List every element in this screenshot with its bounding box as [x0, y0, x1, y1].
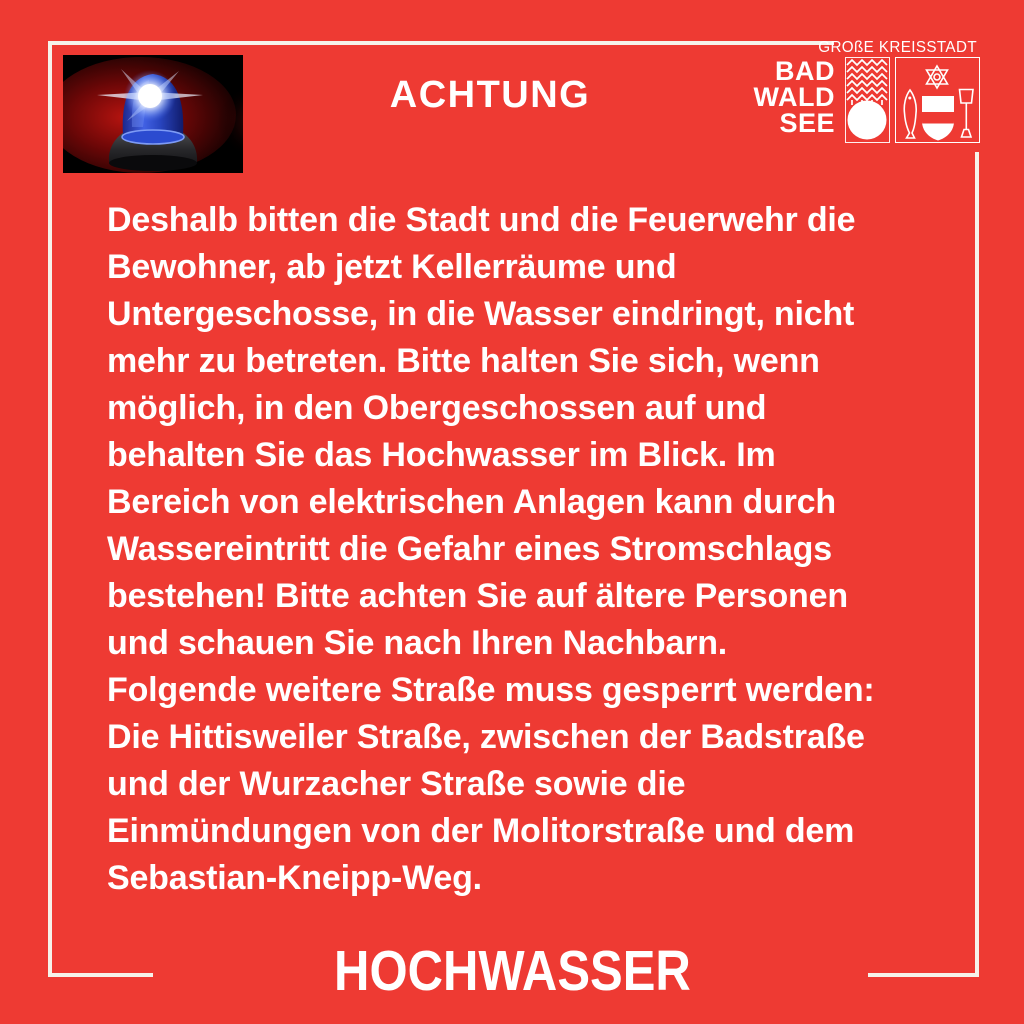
frame-right-line	[975, 152, 979, 977]
body-line: und schauen Sie nach Ihren Nachbarn.	[107, 624, 728, 662]
body-line: Einmündungen von der Molitorstraße und dem	[107, 812, 855, 850]
footer-title-text: HOCHWASSER	[333, 939, 691, 1003]
logo-tagline: GROßE KREISSTADT	[818, 39, 977, 56]
body-line: Deshalb bitten die Stadt und die Feuerwehr die	[107, 201, 856, 239]
body-line: Untergeschosse, in die Wasser eindringt, nicht	[107, 295, 855, 333]
logo-name-line: BAD	[775, 56, 835, 86]
body-line: Folgende weitere Straße muss gesperrt werden:	[107, 671, 875, 709]
body-line: Sebastian-Kneipp-Weg.	[107, 859, 482, 897]
logo-name-line: WALD	[753, 82, 835, 112]
logo-name-line: SEE	[779, 108, 835, 138]
frame-top-line	[48, 41, 834, 45]
body-line: bestehen! Bitte achten Sie auf ältere Personen	[107, 577, 848, 615]
body-line: möglich, in den Obergeschossen auf und	[107, 389, 767, 427]
body-line: und der Wurzacher Straße sowie die	[107, 765, 686, 803]
body-line: mehr zu betreten. Bitte halten Sie sich, wenn	[107, 342, 820, 380]
frame-left-line	[48, 41, 52, 977]
body-line: Die Hittisweiler Straße, zwischen der Badstraße	[107, 718, 865, 756]
body-line: Bewohner, ab jetzt Kellerräume und	[107, 248, 677, 286]
body-text	[107, 197, 947, 902]
beacon-icon	[63, 55, 243, 173]
footer-title	[0, 938, 1024, 1004]
body-line: Bereich von elektrischen Anlagen kann durch	[107, 483, 836, 521]
logo-city-name	[754, 58, 835, 136]
blue-emergency-beacon-image	[63, 55, 243, 173]
forest-lake-icon	[845, 57, 890, 143]
coat-of-arms-icon	[895, 57, 980, 143]
page-title: ACHTUNG	[389, 74, 591, 116]
body-line: Wassereintritt die Gefahr eines Stromschlags	[107, 530, 832, 568]
body-line: behalten Sie das Hochwasser im Blick. Im	[107, 436, 776, 474]
